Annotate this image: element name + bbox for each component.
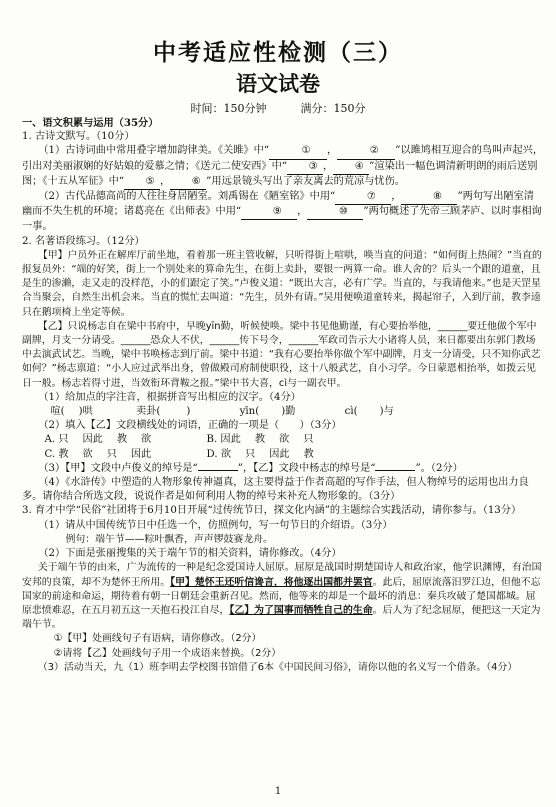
underlined-yi: 【乙】为了国事而牺牲自己的生命	[229, 604, 373, 616]
section-heading: 一、语文积累与运用（35分）	[22, 117, 159, 129]
q3-task2: ②请将【乙】处画线句子用一个成语来替换。（2分）	[53, 647, 282, 659]
underlined-jia: 【甲】楚怀王还听信谗言，将他逐出国都并罢官	[170, 576, 373, 588]
q2-sub3: （3）【甲】文段中卢俊义的绰号是“ ”，【乙】文段中杨志的绰号是“ ”。（2分）	[38, 462, 463, 474]
option-d[interactable]: D. 欲 只 因此 教	[206, 448, 314, 460]
q1-part1: （1）古诗词曲中常用叠字增加韵律美。《关雎》中“ ① ， ② ”以雎鸠相互迎合的鸟叫声起兴，引出对美丽淑娴的好姑娘的爱慕之情；《送元二使安西》中“ ③ ， ④ ”渲染出一幅色调清新明朗的雨后送别图；《十五从军征》中“ ⑤ ， ⑥ ”用远景镜头写出了亲友离去的荒凉与忧伤。	[22, 144, 544, 190]
page-number: 1	[274, 786, 282, 797]
q3-passage: 关于端午节的由来，广为流传的一种是纪念爱国诗人屈原。屈原是战国时期楚国诗人和政治家，他学识渊博，有治国安邦的良策，却不为楚怀王所用。【甲】楚怀王还听信谗言，将他逐出国都并罢官。此后，屈原流落汨罗江边，但他不忘国家的前途和命运，期待着有朝一日朝廷会重新召见。然而，他等来的却是一个最坏的消息：秦兵攻破了楚国都城。屈原悲愤难忍，在五月初五这一天抱石投江自尽，【乙】为了国事而牺牲自己的生命。后人为了纪念屈原，便把这一天定为端午节。	[22, 562, 542, 631]
full-score: 满分：150分	[300, 102, 366, 115]
q3-sub2: （2）下面是张丽搜集的关于端午节的相关资料，请你修改。（4分）	[38, 548, 342, 560]
blank-4[interactable]: ④	[333, 160, 369, 175]
q1-heading: 1. 古诗文默写。（10分）	[22, 131, 135, 143]
q2-passage-jia: 【甲】户员外正在解库厅前坐地，看着那一班主管收解，只听得街上喧哄，唤当直的问道：“如何街上热闹？”当直的报复员外：“端的好笑，街上一个别处来的算命先生，在街上卖卦，要银一两算一命。谁人舍的？后头一个跟的道童，且是生的渗濑，走又走的没样范，小的们跟定了笑。”卢俊义道：“既出大言，必有广学。当直的，与我请他来。”也是天罡星合当聚会，自然生出机会来。当直的慌忙去叫道：“先生，员外有请。”吴用便唤道童转来，揭起帘子，入到厅前，教李逵只在鹅项椅上坐定等候。	[22, 249, 542, 318]
option-c[interactable]: C. 教 欲 只 因此	[44, 448, 152, 460]
blank-7[interactable]: ⑦	[335, 190, 391, 205]
blank-3[interactable]: ③	[287, 160, 323, 175]
q2-options-cd	[22, 448, 544, 462]
exam-body	[22, 116, 544, 675]
q3-heading: 3. 育才中学“民俗”社团将于6月10日开展“过传统节日，探文化内涵”的主题综合实践活动，请你参与。（13分）	[22, 505, 522, 517]
q2-heading: 2. 名著语段练习。（12分）	[22, 235, 145, 247]
time-limit: 时间：150分钟	[190, 102, 267, 115]
nickname-blank-2[interactable]	[375, 470, 415, 471]
blank-10[interactable]: ⑩	[307, 205, 363, 220]
q2-sub2: （2）填入【乙】文段横线处的词语，正确的一项是（ ）（3分）	[38, 420, 342, 432]
blank-8[interactable]: ⑧	[401, 190, 457, 205]
q2-sub1: （1）给加点的字注音，根据拼音写出相应的汉字。（4分）	[38, 391, 301, 403]
blank-5[interactable]: ⑤	[124, 175, 160, 190]
q2-sub4: （4）《水浒传》中塑造的人物形象传神逼真，这主要得益于作者高超的写作手法，但人物绰号的运用也出力良多。请你结合所选文段，说说作者是如何利用人物的绰号来补充人物形象的。（3分）	[22, 477, 529, 503]
q3-task1: ①【甲】处画线句子有语病，请你修改。（2分）	[53, 633, 262, 645]
q3-sub3: （3）活动当天，九（1）班李明去学校图书馆借了6本《中国民间习俗》，请你以他的名义写一个借条。（4分）	[37, 661, 518, 673]
blank-6[interactable]: ⑥	[170, 175, 206, 190]
q2-options-ab	[22, 433, 544, 447]
blank-1[interactable]: ①	[269, 144, 327, 159]
option-b[interactable]: B. 因此 教 欲 只	[206, 434, 314, 446]
exam-subtitle: 语文试卷	[236, 72, 320, 96]
q1-part2: （2）古代品德高尚的人往往身居陋室。刘禹锡在《陋室铭》中用“ ⑦ ， ⑧ ”两句写出陋室清幽而不失生机的环境；诸葛亮在《出师表》中用“ ⑨ ， ⑩ ”两句概述了先帝三顾茅庐、以时事相询一事。	[22, 191, 542, 233]
nickname-blank-1[interactable]	[198, 470, 238, 471]
q3-sub1: （1）请从中国传统节日中任选一个，仿照例句，写一句节日的介绍语。（3分）	[38, 519, 393, 531]
q3-example: 例句：端午节——粽叶飘香，声声锣鼓赛龙舟。	[65, 533, 273, 545]
q2-pinyin-row: 喧( )哄 卖卦( ) yīn( )勤 cì( )与	[50, 406, 394, 418]
q2-passage-yi: 【乙】只说杨志自在梁中书府中，早晚yīn勤，听候使唤。梁中书见他勤谨，有心要抬举他，______要迁他做个军中副牌，月支一分请受。______恐众人不伏，______传下号令，______军政司告示大小诸将人员，来日都要出东郭门教场中去演武试艺。当晚，梁中书唤杨志到厅前。梁中书道：“我有心要抬举你做个军中副牌，月支一分请受，只不知你武艺如何？”杨志禀道：“小人应过武举出身，曾做殿司府制使职役，这十八般武艺，自小习学。今日蒙恩相抬举，如拨云见日一般。杨志若得寸进，当效衔环背鞍之报。”梁中书大喜，cì与一副衣甲。	[22, 320, 541, 389]
blank-2[interactable]: ②	[337, 144, 395, 159]
exam-title: 中考适应性检测（三）	[153, 40, 403, 66]
option-a[interactable]: A. 只 因此 教 欲	[44, 434, 152, 446]
exam-meta	[0, 100, 556, 116]
blank-9[interactable]: ⑨	[241, 205, 297, 220]
